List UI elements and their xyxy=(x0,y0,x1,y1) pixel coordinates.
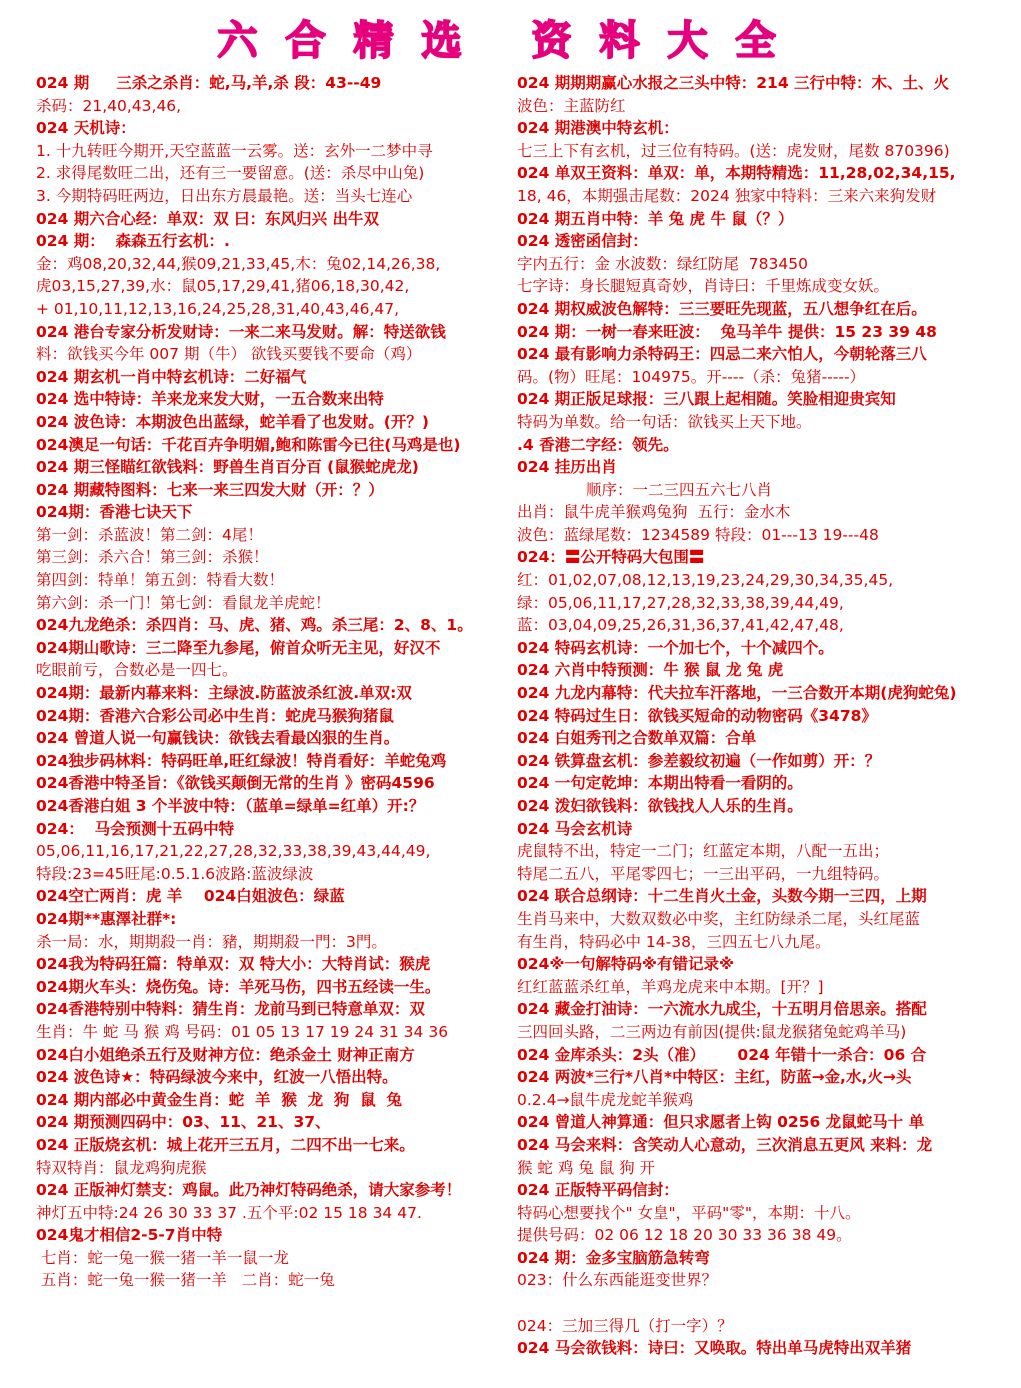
section-heading xyxy=(517,750,987,773)
text-line xyxy=(517,614,987,637)
line-text: 红红蓝蓝杀红单，羊鸡龙虎来中本期。[开？] xyxy=(517,977,824,996)
line-text: 第三剑：杀六合！第三剑：杀猴！ xyxy=(36,548,269,567)
line-text: 024香港特别中特料：猜生肖：龙前马到已特意单双：双 xyxy=(36,1000,425,1019)
line-text: 024 期： 森森五行玄机：. xyxy=(36,232,230,251)
section-heading xyxy=(517,72,987,95)
line-text: 顺序：一二三四五六七八肖 xyxy=(517,480,772,499)
line-text: 05,06,11,16,17,21,22,27,28,32,33,38,39,43,44,49, xyxy=(36,842,431,861)
text-line xyxy=(36,840,506,863)
section-heading xyxy=(36,456,506,479)
text-line xyxy=(36,569,506,592)
section-heading xyxy=(517,546,987,569)
line-text: 024期：最新内幕来料：主绿波.防蓝波杀红波.单双:双 xyxy=(36,684,412,703)
section-heading xyxy=(36,637,506,660)
line-text: 蓝：03,04,09,25,26,31,36,37,41,42,47,48, xyxy=(517,616,844,635)
line-text: 第一剑：杀蓝波！第二剑：4尾！ xyxy=(36,525,263,544)
line-text: 字内五行：金 水波数：绿红防尾 783450 xyxy=(517,254,808,273)
section-heading xyxy=(36,366,506,389)
text-line xyxy=(36,1247,506,1270)
line-text: 五肖：蛇一兔一猴一猪一羊 二肖：蛇一兔 xyxy=(36,1271,335,1290)
section-heading xyxy=(36,976,506,999)
line-text: 024 期内部必中黄金生肖：蛇 羊 猴 龙 狗 鼠 兔 xyxy=(36,1090,403,1109)
text-line xyxy=(36,659,506,682)
line-text: 虎鼠特不出，特定一二门；红蓝定本期，八配一五出； xyxy=(517,842,890,861)
line-text: 杀一局：水，期期殺一肖：豬，期期殺一門：3門。 xyxy=(36,932,387,951)
text-line xyxy=(517,479,987,502)
line-text: 024 波色诗★：特码绿波今来中，红波一八悟出特。 xyxy=(36,1068,398,1087)
right-column xyxy=(517,72,987,1360)
section-heading xyxy=(517,1247,987,1270)
text-line xyxy=(517,1315,987,1338)
section-heading xyxy=(36,614,506,637)
text-line xyxy=(36,1269,506,1292)
line-text: 吃眼前亏，合数必是一四七。 xyxy=(36,661,238,680)
text-line xyxy=(517,931,987,954)
line-text: 绿：05,06,11,17,27,28,32,33,38,39,44,49, xyxy=(517,593,844,612)
section-heading xyxy=(36,1134,506,1157)
section-heading xyxy=(36,388,506,411)
line-text: 024期山歌诗：三二降至九参尾，俯首众听无主见，好汉不 xyxy=(36,638,441,657)
text-line xyxy=(517,1269,987,1292)
line-text: 024 挂历出肖 xyxy=(517,458,617,477)
line-text: 波色：蓝绿尾数：1234589 特段：01---13 19---48 xyxy=(517,525,879,544)
line-text: 024 联合总纲诗：十二生肖火土金，头数今期一三四，上期 xyxy=(517,887,927,906)
text-line xyxy=(517,1224,987,1247)
line-text: 第六剑：杀一门！第七剑：看鼠龙羊虎蛇！ xyxy=(36,593,331,612)
section-heading xyxy=(517,162,987,185)
section-heading xyxy=(517,298,987,321)
line-text: 024 藏金打油诗：一六流水九成尘，十五明月倍思亲。搭配 xyxy=(517,1000,927,1019)
line-text: 024 金库杀头：2头（准） 024 年错十一杀合：06 合 xyxy=(517,1045,927,1064)
section-heading xyxy=(36,321,506,344)
section-heading xyxy=(517,795,987,818)
line-text: 024 最有影响力杀特码王：四忌二来六怕人，今朝轮落三八 xyxy=(517,345,927,364)
line-text: 024 期：一树一春来旺波： 兔马羊牛 提供：15 23 39 48 xyxy=(517,322,937,341)
section-heading xyxy=(36,795,506,818)
section-heading xyxy=(36,908,506,931)
line-text: 024 铁算盘玄机：参差毅纹初遍（一作如剪）开：？ xyxy=(517,751,881,770)
line-text: 七三上下有玄机，过三位有特码。(送：虎发财，尾数 870396) xyxy=(517,141,950,160)
line-text: 料：欲钱买今年 007 期（牛） 欲钱买要钱不要命（鸡） xyxy=(36,345,422,364)
line-text: 024 期：金多宝脑筋急转弯 xyxy=(517,1248,710,1267)
section-heading xyxy=(36,479,506,502)
line-text: 024 港台专家分析发财诗：一来二来马发财。解：特送欲钱 xyxy=(36,322,446,341)
line-text: 024 期三怪瞄红欲钱料：野兽生肖百分百 (鼠猴蛇虎龙) xyxy=(36,458,419,477)
line-text: 024九龙绝杀：杀四肖：马、虎、猪、鸡。杀三尾：2、8、1。 xyxy=(36,616,473,635)
section-heading xyxy=(517,343,987,366)
line-text: 024空亡两肖：虎 羊 024白姐波色：绿蓝 xyxy=(36,887,345,906)
line-text: 出肖：鼠牛虎羊猴鸡兔狗 五行：金水木 xyxy=(517,503,791,522)
text-line xyxy=(517,275,987,298)
line-text: 024 期权威波色解特：三三要旺先现蓝，五八想争红在后。 xyxy=(517,299,927,318)
section-heading xyxy=(517,1179,987,1202)
line-text: 1. 十九转旺今期开,天空蓝蓝一云雾。送：玄外一二梦中寻 xyxy=(36,141,433,160)
section-heading xyxy=(36,411,506,434)
line-text: 七肖：蛇一兔一猴一猪一羊一鼠一龙 xyxy=(36,1248,289,1267)
section-heading xyxy=(36,772,506,795)
line-text: 024澳足一句话：千花百卉争明媚,鲍和陈雷今已往(马鸡是也) xyxy=(36,435,461,454)
line-text: 金：鸡08,20,32,44,猴09,21,33,45,木：兔02,14,26,38, xyxy=(36,254,441,273)
line-text: 3. 今期特码旺两边，日出东方晨最艳。送：当头七连心 xyxy=(36,186,413,205)
text-line xyxy=(36,863,506,886)
text-line xyxy=(517,592,987,615)
line-text: 024独步码林料：特码旺单,旺红绿波！特肖看好：羊蛇兔鸡 xyxy=(36,751,447,770)
line-text: 024鬼才相信2-5-7肖中特 xyxy=(36,1226,223,1245)
section-heading xyxy=(517,727,987,750)
section-heading xyxy=(36,682,506,705)
line-text: 024 曾道人说一句赢钱诀：欲钱去看最凶狠的生肖。 xyxy=(36,729,400,748)
line-text: 0.2.4→鼠牛虎龙蛇羊猴鸡 xyxy=(517,1090,694,1109)
text-line xyxy=(36,1202,506,1225)
text-line xyxy=(517,1089,987,1112)
section-heading xyxy=(517,208,987,231)
line-text: 024 六肖中特预测：牛 猴 鼠 龙 兔 虎 xyxy=(517,661,784,680)
line-text: 生肖：牛 蛇 马 猴 鸡 号码：01 05 13 17 19 24 31 34 36 xyxy=(36,1022,449,1041)
text-line xyxy=(36,343,506,366)
line-text: 猴 蛇 鸡 兔 鼠 狗 开 xyxy=(517,1158,656,1177)
line-text: 特尾二五八，平尾零四七；一三出平码，一九组特码。 xyxy=(517,864,890,883)
line-text: 024 期正版足球报：三八跟上起相随。笑脸相迎贵宾知 xyxy=(517,390,896,409)
line-text: 024香港中特圣旨：《欲钱买颠倒无常的生肖 》密码4596 xyxy=(36,774,435,793)
line-text: 024我为特码狂篇：特单双：双 特大小：大特肖试：猴虎 xyxy=(36,955,431,974)
text-line xyxy=(36,1157,506,1180)
line-text: 红：01,02,07,08,12,13,19,23,24,29,30,34,35,45, xyxy=(517,571,894,590)
section-heading xyxy=(517,953,987,976)
section-heading xyxy=(36,1111,506,1134)
line-text: 023：什么东西能逛变世界？ xyxy=(517,1271,718,1290)
section-heading xyxy=(36,1044,506,1067)
text-line xyxy=(36,592,506,615)
section-heading xyxy=(36,1089,506,1112)
page-title xyxy=(0,14,1021,68)
text-line xyxy=(517,569,987,592)
text-line xyxy=(36,140,506,163)
text-line xyxy=(517,411,987,434)
text-line xyxy=(517,863,987,886)
line-text: 18, 46，本期强击尾数：2024 独家中特料：三来六来狗发财 xyxy=(517,186,937,205)
section-heading xyxy=(36,230,506,253)
section-heading xyxy=(36,727,506,750)
text-line xyxy=(517,976,987,999)
section-heading xyxy=(517,998,987,1021)
section-heading xyxy=(517,1044,987,1067)
section-heading xyxy=(517,321,987,344)
line-text: 024 期六合心经：单双：双 曰：东风归兴 出牛双 xyxy=(36,209,380,228)
line-text: 024 马会欲钱料：诗曰：又唤取。特出单马虎特出双羊猪 xyxy=(517,1339,912,1358)
section-heading xyxy=(36,953,506,976)
text-line xyxy=(36,95,506,118)
line-text: 024 曾道人神算通：但只求愿者上钩 0256 龙鼠蛇马十 单 xyxy=(517,1113,925,1132)
section-heading xyxy=(517,772,987,795)
line-text: + 01,10,11,12,13,16,24,25,28,31,40,43,46,47, xyxy=(36,299,400,318)
line-text: 024 单双王资料：单双：单，本期特精选：11,28,02,34,15, xyxy=(517,164,956,183)
line-text: 024 特码过生日：欲钱买短命的动物密码《3478》 xyxy=(517,706,877,725)
line-text: 神灯五中特:24 26 30 33 37 .五个平:02 15 18 34 47. xyxy=(36,1203,422,1222)
text-line xyxy=(517,1202,987,1225)
line-text: 024白小姐绝杀五行及财神方位：绝杀金土 财神正南方 xyxy=(36,1045,415,1064)
text-line xyxy=(36,162,506,185)
section-heading xyxy=(36,72,506,95)
text-line xyxy=(517,1157,987,1180)
section-heading xyxy=(517,1111,987,1134)
line-text: 杀码：21,40,43,46, xyxy=(36,96,182,115)
line-text: 024 透密函信封： xyxy=(517,232,648,251)
section-heading xyxy=(517,456,987,479)
line-text: 024 期五肖中特：羊 兔 虎 牛 鼠（？） xyxy=(517,209,794,228)
section-heading xyxy=(36,885,506,908)
text-line xyxy=(517,185,987,208)
section-heading xyxy=(36,705,506,728)
line-text: 024 选中特诗：羊来龙来发大财，一五合数来出特 xyxy=(36,390,384,409)
page-title-text: 六合精选 资料大全 xyxy=(217,18,804,64)
section-heading xyxy=(517,388,987,411)
line-text: 024 正版特平码信封： xyxy=(517,1181,679,1200)
line-text: 024 马会来料：含笑动人心意动，三次消息五更风 来料：龙 xyxy=(517,1135,933,1154)
line-text: 024 九龙内幕特：代夫拉车汗落地，一三合数开本期(虎狗蛇兔) xyxy=(517,684,957,703)
text-line xyxy=(36,253,506,276)
line-text: 特双特肖：鼠龙鸡狗虎猴 xyxy=(36,1158,207,1177)
line-text: 024 马会玄机诗 xyxy=(517,819,633,838)
line-text: 第四剑：特单！第五剑：特看大数！ xyxy=(36,571,285,590)
line-text: 024 白姐秀刊之合数单双篇：合单 xyxy=(517,729,757,748)
section-heading xyxy=(36,1224,506,1247)
text-line xyxy=(36,546,506,569)
text-line xyxy=(36,298,506,321)
line-text: 024 天机诗： xyxy=(36,119,136,138)
line-text: 024 期玄机一肖中特玄机诗：二好福气 xyxy=(36,367,307,386)
line-text: 024 特码玄机诗：一个加七个，十个减四个。 xyxy=(517,638,834,657)
section-heading xyxy=(517,682,987,705)
section-heading xyxy=(36,1066,506,1089)
line-text: 2. 求得尾数旺二出，还有三一要留意。(送：杀尽中山兔) xyxy=(36,164,425,183)
line-text: 虎03,15,27,39,水：鼠05,17,29,41,猪06,18,30,42, xyxy=(36,277,410,296)
text-line xyxy=(36,275,506,298)
text-line xyxy=(517,253,987,276)
line-text: 024 泼妇欲钱料：欲钱找人人乐的生肖。 xyxy=(517,797,803,815)
section-heading xyxy=(517,117,987,140)
line-text: 特码心想要找个" 女皇"，平码"零"，本期：十八。 xyxy=(517,1203,861,1222)
line-text: .4 香港二字经：领先。 xyxy=(517,435,679,454)
line-text: 024 期预测四码中：03、11、21、37、 xyxy=(36,1113,331,1132)
section-heading xyxy=(36,434,506,457)
line-text: 024期**惠澤社群*: xyxy=(36,909,177,928)
line-text: 码。(物）旺尾：104975。开----（杀：兔猪-----） xyxy=(517,367,866,386)
text-line xyxy=(36,185,506,208)
line-text: 024 期期期赢心水报之三头中特：214 三行中特：木、土、火 xyxy=(517,74,950,92)
line-text: 024 正版烧玄机：城上花开三五月，二四不出一七来。 xyxy=(36,1135,415,1154)
line-text: 024 两波*三行*八肖*中特区：主红，防蓝→金,水,火→头 xyxy=(517,1068,912,1087)
line-text: 024 期 三杀之杀肖：蛇,马,羊,杀 段：43--49 xyxy=(36,74,382,92)
line-text: 024： 马会预测十五码中特 xyxy=(36,819,235,838)
line-text: 生肖马来中，大数双数必中奖，主红防绿杀二尾，头红尾蓝 xyxy=(517,909,921,928)
text-line xyxy=(517,1021,987,1044)
line-text: 024期：香港六合彩公司必中生肖：蛇虎马猴狗猪鼠 xyxy=(36,706,394,725)
line-text: 024 一句定乾坤：本期出特看一看阴的。 xyxy=(517,774,803,793)
line-text: 024：三加三得几（打一字）？ xyxy=(517,1316,733,1335)
line-text: 024※一句解特码※有错记录※ xyxy=(517,955,735,974)
text-line xyxy=(517,95,987,118)
section-heading xyxy=(36,208,506,231)
text-line xyxy=(517,140,987,163)
line-text: 七字诗：身长腿短真奇妙，肖诗曰：千里炼成变女妖。 xyxy=(517,277,890,296)
text-line xyxy=(517,501,987,524)
section-heading xyxy=(517,1134,987,1157)
line-text: 024 期藏特图料：七来一来三四发大财（开：？） xyxy=(36,480,384,499)
line-text: 提供号码：02 06 12 18 20 30 33 36 38 49。 xyxy=(517,1226,852,1245)
line-text: 有生肖，特码必中 14-38，三四五七八九尾。 xyxy=(517,932,831,951)
line-text: 波色：主蓝防红 xyxy=(517,96,626,115)
left-column xyxy=(36,72,506,1292)
section-heading xyxy=(36,117,506,140)
line-text: 特段:23=45旺尾:0.5.1.6波路:蓝波绿波 xyxy=(36,864,314,883)
section-heading xyxy=(36,818,506,841)
line-text: 024香港白姐 3 个半波中特：（蓝单=绿单=红单）开:？ xyxy=(36,797,425,815)
line-text: 024 期港澳中特玄机： xyxy=(517,119,679,138)
section-heading xyxy=(36,998,506,1021)
section-heading xyxy=(517,434,987,457)
text-line xyxy=(517,366,987,389)
line-text: 024期火车头：烧伤兔。诗：羊死马伤，四书五经读一生。 xyxy=(36,977,441,996)
line-text: 三四回头路，二三两边有前因(提供:鼠龙猴猪兔蛇鸡羊马) xyxy=(517,1022,907,1041)
text-line xyxy=(36,931,506,954)
section-heading xyxy=(517,1066,987,1089)
section-heading xyxy=(517,1337,987,1360)
text-line xyxy=(517,1292,987,1315)
section-heading xyxy=(517,818,987,841)
section-heading xyxy=(517,705,987,728)
section-heading xyxy=(517,885,987,908)
section-heading xyxy=(517,659,987,682)
section-heading xyxy=(36,750,506,773)
section-heading xyxy=(517,230,987,253)
section-heading xyxy=(36,501,506,524)
text-line xyxy=(517,908,987,931)
line-text: 特码为单数。给一句话：欲钱买上天下地。 xyxy=(517,412,812,431)
line-text: 024：〓公开特码大包围〓 xyxy=(517,548,705,567)
line-text: 024 正版神灯禁支：鸡鼠。此乃神灯特码绝杀，请大家参考！ xyxy=(36,1181,462,1200)
line-text: 024 波色诗：本期波色出蓝绿，蛇羊看了也发财。(开？) xyxy=(36,412,429,431)
line-text: 024期：香港七诀天下 xyxy=(36,503,193,522)
text-line xyxy=(517,840,987,863)
text-line xyxy=(36,524,506,547)
text-line xyxy=(36,1021,506,1044)
section-heading xyxy=(36,1179,506,1202)
section-heading xyxy=(517,637,987,660)
text-line xyxy=(517,524,987,547)
